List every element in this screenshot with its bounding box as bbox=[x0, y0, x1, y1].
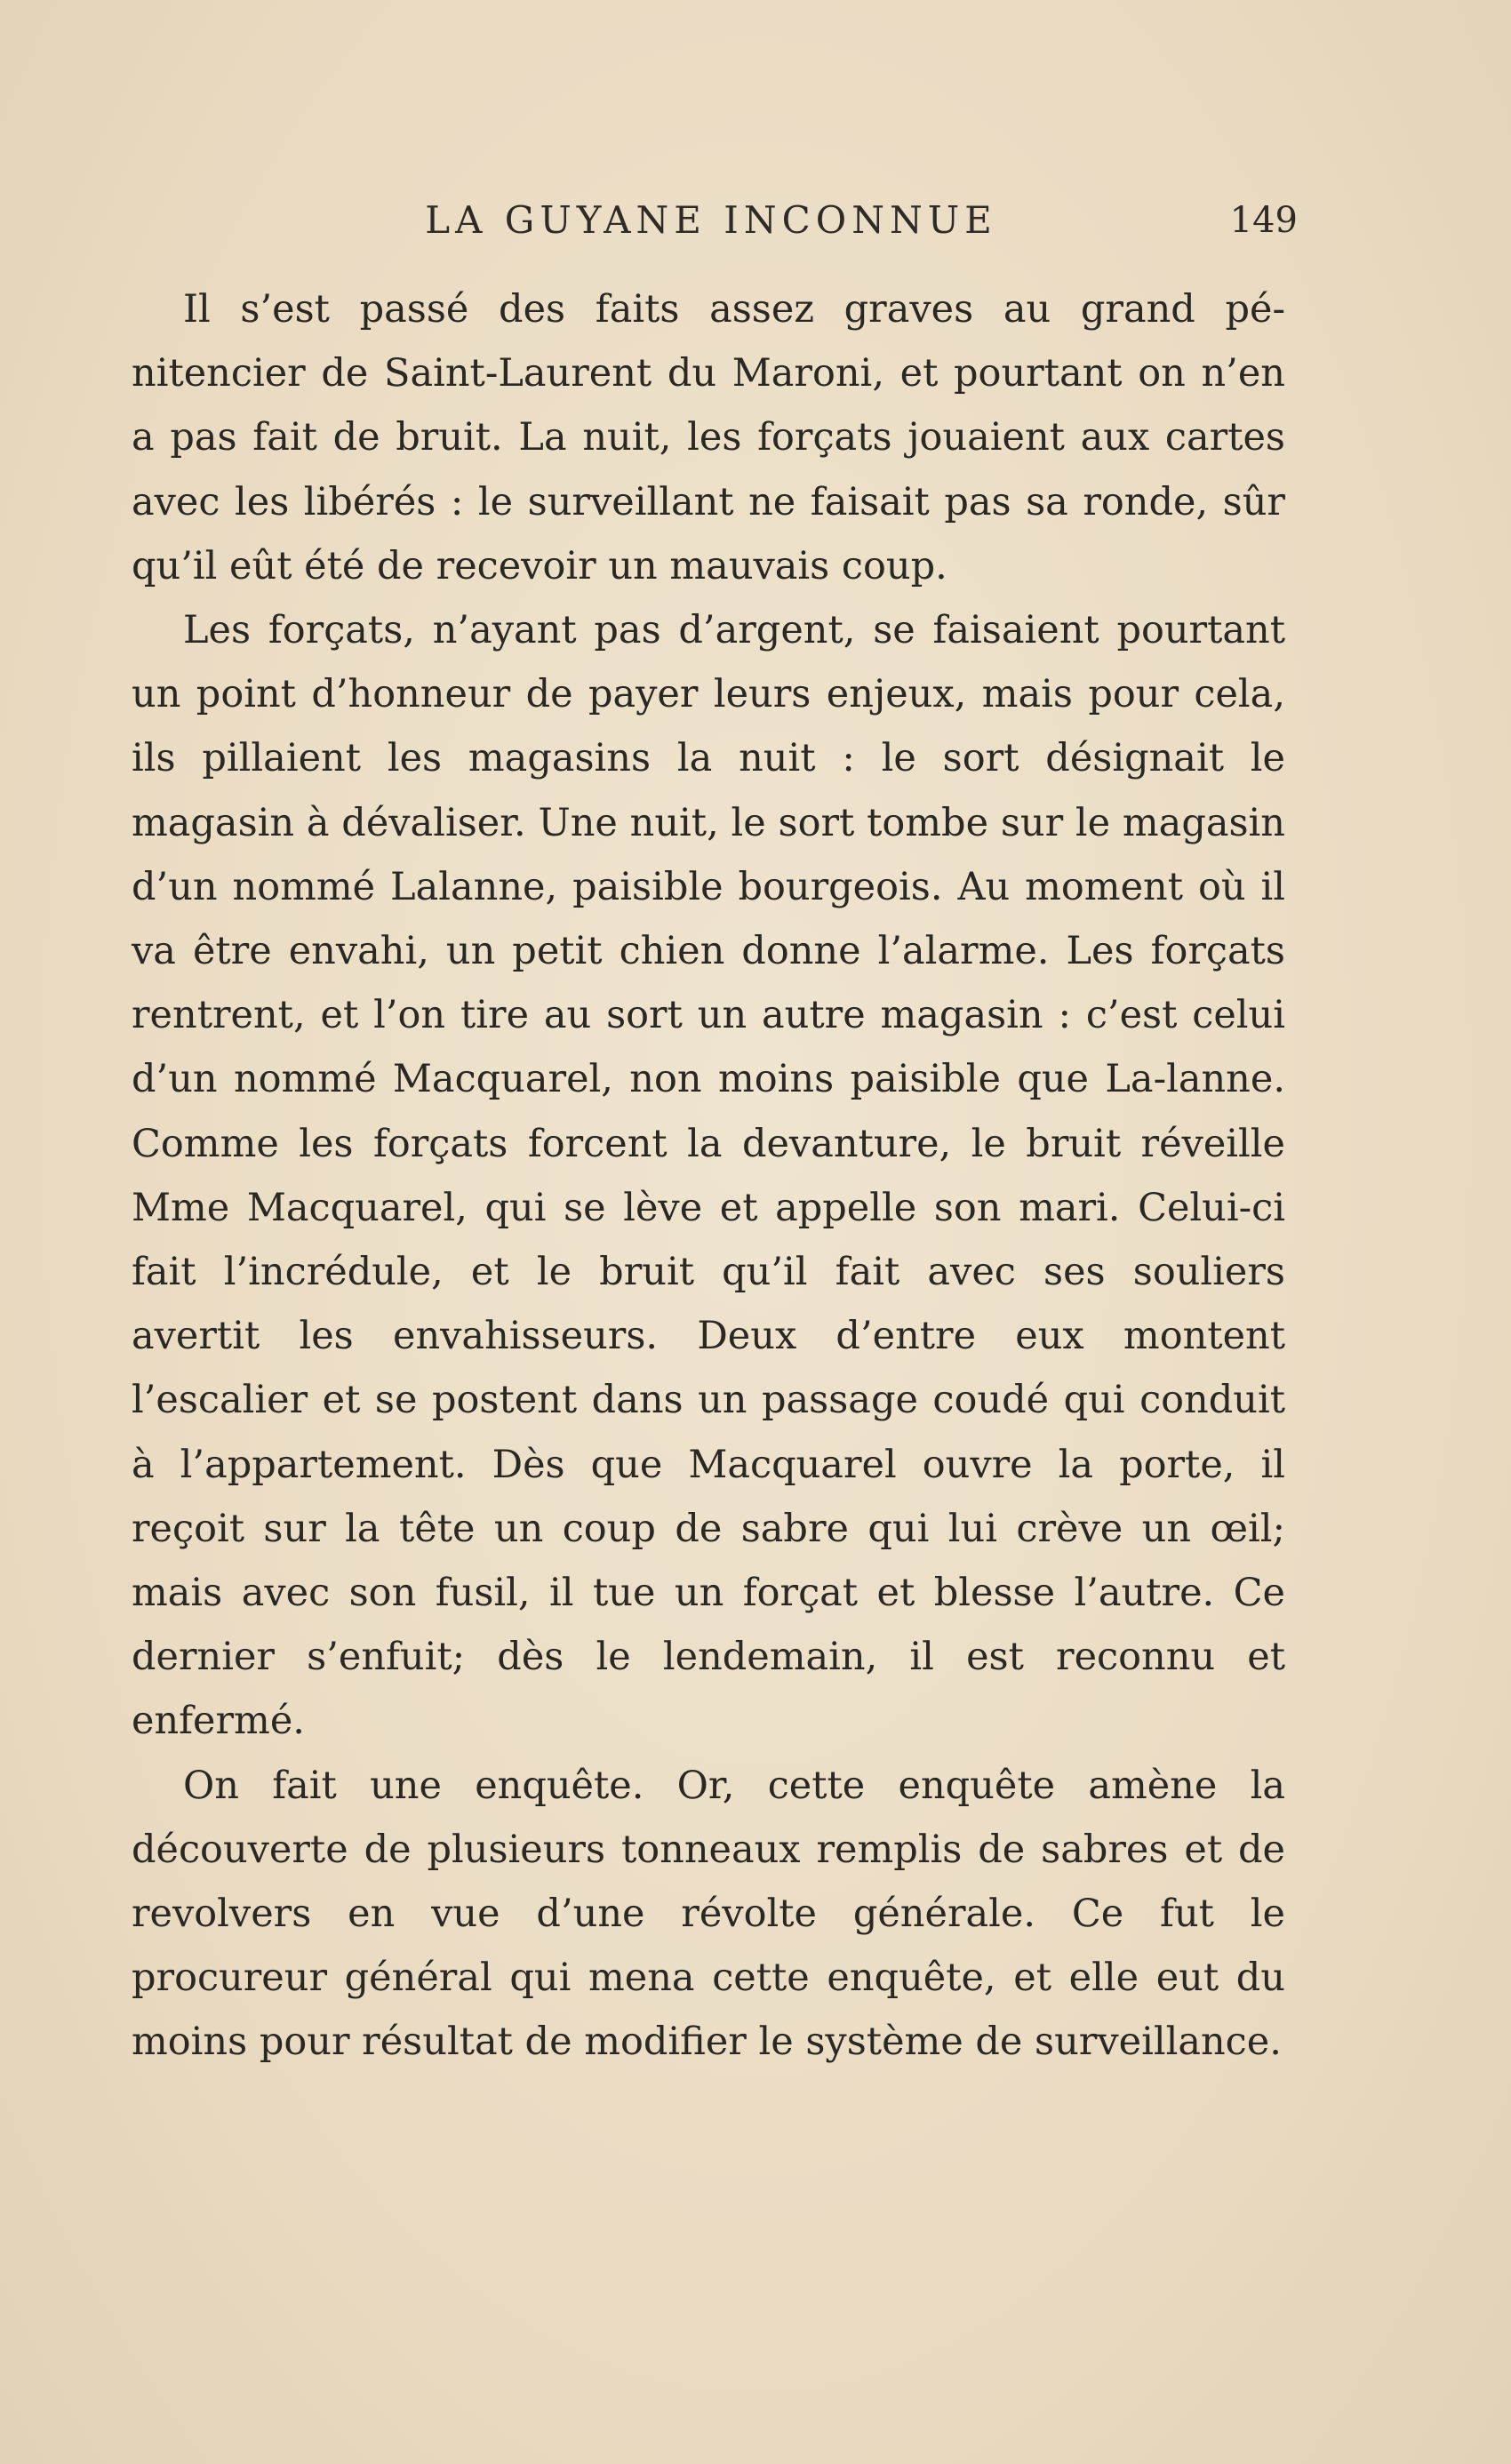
body-text bbox=[132, 277, 1285, 2075]
paragraph-1: Il s’est passé des faits assez graves au grand pé-nitencier de Saint-Laurent du Maroni, et pourtant on n’en a pas fait de bruit. La nuit, les forçats jouaient aux cartes avec les libérés : le surveillant ne faisait pas sa ronde, sûr qu’il eût été de recevoir un mauvais coup. bbox=[132, 287, 1285, 588]
page-header bbox=[124, 194, 1298, 247]
page-number: 149 bbox=[1229, 200, 1298, 241]
paragraph-3: On fait une enquête. Or, cette enquête amène la découverte de plusieurs tonneaux remplis de sabres et de revolvers en vue d’une révolte générale. Ce fut le procureur général qui mena cette enquête, et elle eut du moins pour résultat de modifier le système de surveillance. bbox=[132, 1763, 1285, 2065]
paragraph-2: Les forçats, n’ayant pas d’argent, se faisaient pourtant un point d’honneur de payer leurs enjeux, mais pour cela, ils pillaient les magasins la nuit : le sort désignait le magasin à dévaliser. Une nuit, le sort tombe sur le magasin d’un nommé Lalanne, paisible bourgeois. Au moment où il va être envahi, un petit chien donne l’alarme. Les forçats rentrent, et l’on tire au sort un autre magasin : c’est celui d’un nommé Macquarel, non moins paisible que La-lanne. Comme les forçats forcent la devanture, le bruit réveille Mme Macquarel, qui se lève et appelle son mari. Celui-ci fait l’incrédule, et le bruit qu’il fait avec ses souliers avertit les envahisseurs. Deux d’entre eux montent l’escalier et se postent dans un passage coudé qui conduit à l’appartement. Dès que Macquarel ouvre la porte, il reçoit sur la tête un coup de sabre qui lui crève un œil; mais avec son fusil, il tue un forçat et blesse l’autre. Ce dernier s’enfuit; dès le lendemain, il est reconnu et enfermé. bbox=[132, 608, 1285, 1744]
running-title: LA GUYANE INCONNUE bbox=[425, 198, 997, 242]
